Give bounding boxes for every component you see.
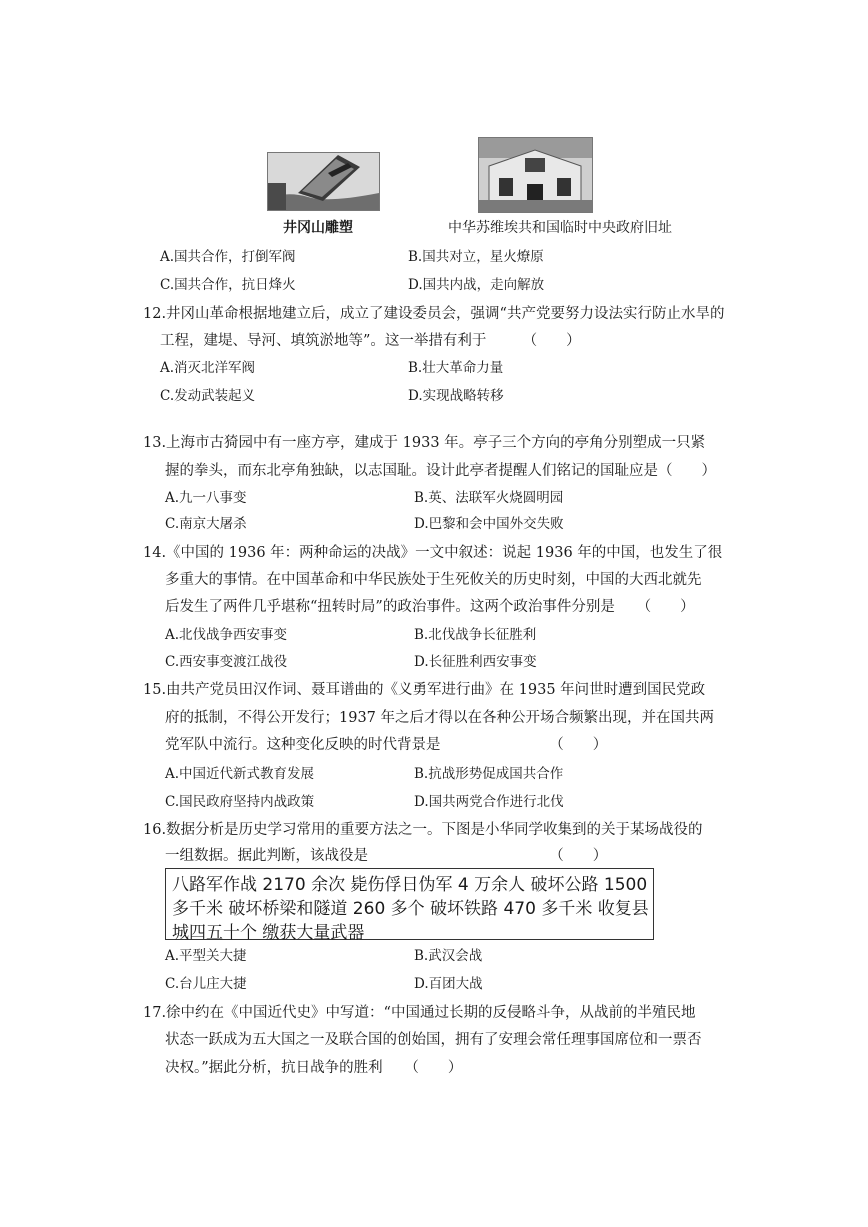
- q14-stem-line-2: 多重大的事情。在中国革命和中华民族处于生死攸关的历史时刻，中国的大西北就先: [165, 572, 702, 588]
- q12-stem-line-1: 12.井冈山革命根据地建立后，成立了建设委员会，强调“共产党要努力设法实行防止水旱的: [143, 306, 725, 322]
- q14-option-d[interactable]: D.长征胜利西安事变: [414, 654, 537, 670]
- q13-option-c[interactable]: C.南京大屠杀: [165, 516, 247, 532]
- q16-stem-line-1: 16.数据分析是历史学习常用的重要方法之一。下图是小华同学收集到的关于某场战役的: [143, 822, 703, 838]
- q17-stem-line-3: 决权。”据此分析，抗日战争的胜利 （ ）: [165, 1060, 463, 1076]
- jinggangshan-sculpture-photo: [267, 152, 380, 211]
- q14-option-b[interactable]: B.北伐战争长征胜利: [414, 627, 537, 643]
- left-figure-caption: 井冈山雕塑: [283, 220, 353, 236]
- q13-option-a[interactable]: A.九一八事变: [165, 490, 247, 506]
- q13-stem-line-2: 握的拳头，而东北亭角独缺，以志国耻。设计此亭者提醒人们铭记的国耻应是（ ）: [165, 463, 716, 479]
- battle-data-line-1: 八路军作战 2170 余次 毙伤俘日伪军 4 万余人 破坏公路 1500: [172, 875, 648, 895]
- q12-option-c[interactable]: C.发动武装起义: [160, 388, 256, 404]
- q15-stem-line-1: 15.由共产党员田汉作词、聂耳谱曲的《义勇军进行曲》在 1935 年问世时遭到国民党政: [143, 682, 706, 698]
- q12-option-b[interactable]: B.壮大革命力量: [408, 360, 504, 376]
- q15-option-c[interactable]: C.国民政府坚持内战政策: [165, 794, 315, 810]
- q14-stem-line-3: 后发生了两件几乎堪称“扭转时局”的政治事件。这两个政治事件分别是 （ ）: [165, 599, 695, 615]
- q11-option-a[interactable]: A.国共合作，打倒军阀: [160, 249, 296, 265]
- q15-option-d[interactable]: D.国共两党合作进行北伐: [414, 794, 564, 810]
- q16-option-d[interactable]: D.百团大战: [414, 976, 483, 992]
- q15-option-b[interactable]: B.抗战形势促成国共合作: [414, 766, 564, 782]
- q13-option-b[interactable]: B.英、法联军火烧圆明园: [414, 490, 564, 506]
- q14-option-a[interactable]: A.北伐战争西安事变: [165, 627, 288, 643]
- q16-stem-line-2: 一组数据。据此判断，该战役是 （ ）: [165, 848, 608, 864]
- q15-stem-line-3: 党军队中流行。这种变化反映的时代背景是 （ ）: [165, 737, 608, 753]
- q11-option-b[interactable]: B.国共对立，星火燎原: [408, 249, 544, 265]
- q16-option-b[interactable]: B.武汉会战: [414, 948, 483, 964]
- q16-option-a[interactable]: A.平型关大捷: [165, 948, 247, 964]
- q15-stem-line-2: 府的抵制，不得公开发行；1937 年之后才得以在各种公开场合频繁出现，并在国共两: [165, 710, 715, 726]
- q14-stem-line-1: 14.《中国的 1936 年：两种命运的决战》一文中叙述：说起 1936 年的中国，也发生了很: [143, 545, 723, 561]
- q11-option-d[interactable]: D.国共内战，走向解放: [408, 277, 545, 293]
- q15-option-a[interactable]: A.中国近代新式教育发展: [165, 766, 315, 782]
- q12-option-d[interactable]: D.实现战略转移: [408, 388, 504, 404]
- q17-stem-line-1: 17.徐中约在《中国近代史》中写道：“中国通过长期的反侵略斗争，从战前的半殖民地: [143, 1005, 696, 1021]
- q13-option-d[interactable]: D.巴黎和会中国外交失败: [414, 516, 564, 532]
- q13-stem-line-1: 13.上海市古猗园中有一座方亭，建成于 1933 年。亭子三个方向的亭角分别塑成一只紧: [143, 435, 706, 451]
- q12-stem-line-2: 工程，建堤、导河、填筑淤地等”。这一举措有利于 （ ）: [160, 333, 581, 349]
- q14-option-c[interactable]: C.西安事变渡江战役: [165, 654, 288, 670]
- soviet-government-building-photo: [478, 137, 593, 213]
- q16-option-c[interactable]: C.台儿庄大捷: [165, 976, 247, 992]
- right-figure-caption: 中华苏维埃共和国临时中央政府旧址: [448, 220, 672, 236]
- battle-data-line-3: 城四五十个 缴获大量武器: [172, 923, 365, 943]
- battle-data-box: [165, 868, 654, 943]
- q12-option-a[interactable]: A.消灭北洋军阀: [160, 360, 256, 376]
- battle-data-line-2: 多千米 破坏桥梁和隧道 260 多个 破坏铁路 470 多千米 收复县: [172, 899, 649, 919]
- q17-stem-line-2: 状态一跃成为五大国之一及联合国的创始国，拥有了安理会常任理事国席位和一票否: [165, 1032, 702, 1048]
- q11-option-c[interactable]: C.国共合作，抗日烽火: [160, 277, 296, 293]
